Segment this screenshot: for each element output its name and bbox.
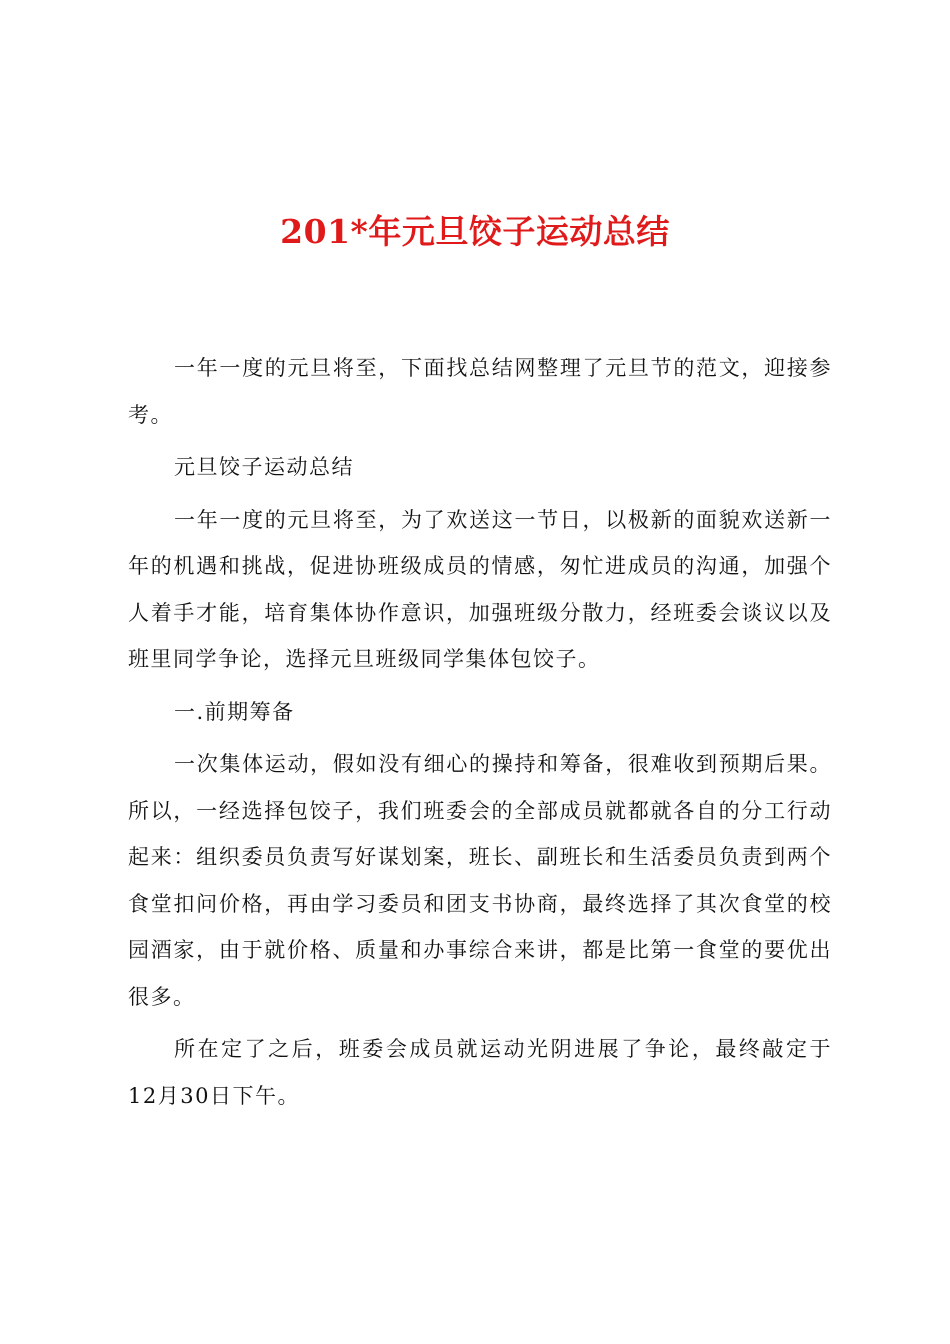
intro-paragraph: 一年一度的元旦将至，下面找总结网整理了元旦节的范文，迎接参考。 — [128, 356, 832, 427]
body-paragraph: 一次集体运动，假如没有细心的操持和筹备，很难收到预期后果。所以，一经选择包饺子，我们班委会的全部成员就都就各自的分工行动起来：组织委员负责写好谋划案，班长、副班长和生活委员负责到两个食堂扣问价格，再由学习委员和团支书协商，最终选择了其次食堂的校园酒家，由于就价格、质量和办事综合来讲，都是比第一食堂的要优出很多。 — [128, 752, 832, 1009]
document-title: 201*年元旦饺子运动总结 — [280, 212, 670, 251]
subsection-heading: 一.前期筹备 — [174, 699, 295, 724]
section-heading: 元旦饺子运动总结 — [174, 455, 354, 479]
body-paragraph: 一年一度的元旦将至，为了欢送这一节日，以极新的面貌欢送新一年的机遇和挑战，促进协班级成员的情感，匆忙进成员的沟通，加强个人着手才能，培育集体协作意识，加强班级分散力，经班委会谈议以及班里同学争论，选择元旦班级同学集体包饺子。 — [128, 507, 832, 671]
document-body — [128, 345, 832, 1125]
body-paragraph: 所在定了之后，班委会成员就运动光阴进展了争论，最终敲定于12月30日下午。 — [128, 1037, 832, 1108]
